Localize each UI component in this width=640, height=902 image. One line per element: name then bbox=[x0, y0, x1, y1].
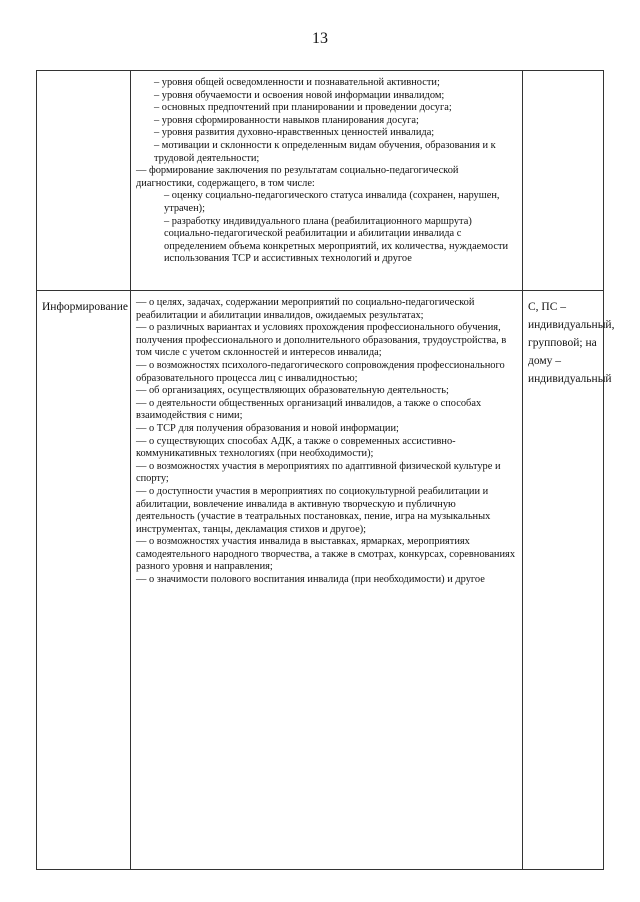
list-item: – разработку индивидуального плана (реабилитационного маршрута) социально-педагогической реабилитации и абилитации инвалида с определением объема конкретных мероприятий, их количества, нуждаемости использования ТСР и ассистивных технологий и другое bbox=[164, 215, 509, 265]
list-item: — о целях, задачах, содержании мероприятий по социально-педагогической реабилитации и абилитации инвалидов, ожидаемых результатах; bbox=[136, 297, 475, 321]
page-number: 13 bbox=[312, 30, 328, 47]
services-table bbox=[36, 70, 615, 870]
list-item: — о значимости полового воспитания инвалида (при необходимости) и другое bbox=[136, 574, 485, 586]
list-item: — о различных вариантах и условиях прохождения профессионального обучения, получения профессионального и дополнительного образования, трудоустройства, в том числе с учетом склонностей и интересов инвалида; bbox=[136, 322, 507, 359]
service-name-cell bbox=[37, 71, 131, 290]
list-item: – уровня сформированности навыков планирования досуга; bbox=[154, 114, 419, 126]
list-item: — формирование заключения по результатам социально-педагогической диагностики, содержащего, в том числе: bbox=[136, 165, 459, 189]
list-item: – уровня обучаемости и освоения новой информации инвалидом; bbox=[154, 89, 445, 101]
list-item: — о ТСР для получения образования и новой информации; bbox=[136, 422, 399, 434]
list-item: — о возможностях психолого-педагогического сопровождения профессионального образовательного процесса лиц с инвалидностью; bbox=[136, 359, 505, 384]
list-item: – мотивации и склонности к определенным видам обучения, образования и к трудовой деятельности; bbox=[154, 139, 496, 164]
service-mode-cell bbox=[523, 291, 615, 869]
service-content-cell bbox=[131, 71, 523, 290]
list-item: — о возможностях участия инвалида в выставках, ярмарках, мероприятиях самодеятельного народного творчества, а также в смотрах, конкурсах, соревнованиях разного уровня и направления; bbox=[136, 536, 516, 573]
list-item: — о возможностях участия в мероприятиях по адаптивной физической культуре и спорту; bbox=[136, 460, 501, 485]
list-item: — о доступности участия в мероприятиях по социокультурной реабилитации и абилитации, вовлечение инвалида в активную творческую и публичную деятельность (участие в театральных постановках, пение, игра на музыкальных инструментах, танцы, декламация стихов и другое); bbox=[136, 485, 491, 535]
service-mode-cell bbox=[523, 71, 603, 290]
service-name-cell bbox=[37, 291, 131, 869]
list-item: – уровня общей осведомленности и познавательной активности; bbox=[154, 77, 440, 88]
service-mode: С, ПС – индивидуальный, групповой; на дому – индивидуальный bbox=[528, 301, 615, 385]
service-content-cell bbox=[131, 291, 523, 869]
table-row-continuation bbox=[37, 71, 603, 291]
list-item: – уровня развития духовно-нравственных ценностей инвалида; bbox=[154, 127, 435, 139]
list-item: — об организациях, осуществляющих образовательную деятельность; bbox=[136, 385, 449, 397]
list-item: – основных предпочтений при планировании и проведении досуга; bbox=[154, 102, 452, 114]
service-name: Информирование bbox=[42, 301, 128, 313]
table-row-informing bbox=[37, 291, 615, 869]
list-item: — о деятельности общественных организаций инвалидов, а также о способах взаимодействия с ними; bbox=[136, 397, 482, 422]
list-item: – оценку социально-педагогического статуса инвалида (сохранен, нарушен, утрачен); bbox=[164, 190, 500, 214]
list-item: — о существующих способах АДК, а также о современных ассистивно-коммуникативных технологиях (при необходимости); bbox=[136, 435, 456, 460]
